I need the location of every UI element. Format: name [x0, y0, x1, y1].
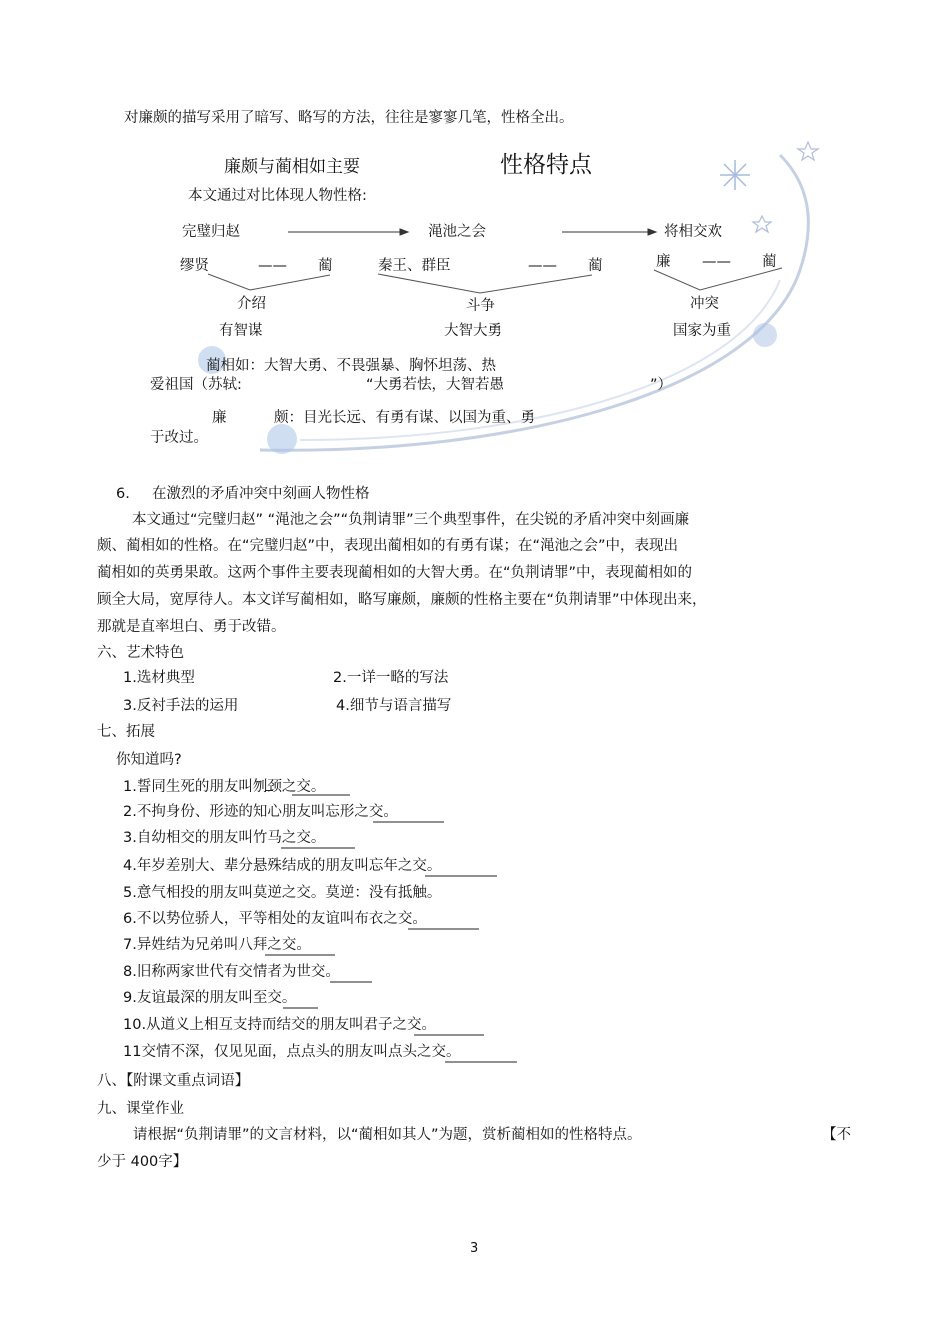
art-item: 3.反衬手法的运用: [123, 698, 239, 714]
extend-heading: 七、拓展: [97, 724, 155, 740]
section6-line: 那就是直率坦白、勇于改错。: [97, 619, 286, 635]
art-item: 1.选材典型: [123, 670, 195, 686]
event-2: 渑池之会: [428, 224, 486, 240]
list-item: 6.不以势位骄人，平等相处的友谊叫布衣之交。: [123, 911, 427, 927]
sec9-line1-tail: 【不: [822, 1127, 851, 1143]
section6-line: 顾全大局，宽厚待人。本文详写蔺相如，略写廉颇，廉颇的性格主要在“负荆请罪”中体现出来，: [97, 592, 707, 608]
list-item: 2.不拘身份、形迹的知心朋友叫忘形之交。: [123, 804, 398, 820]
list-item: 10.从道义上相互支持而结交的朋友叫君子之交。: [123, 1017, 437, 1033]
list-item: 1.誓同生死的朋友叫刎颈之交。: [123, 776, 273, 797]
col3-right: 蔺: [762, 254, 777, 270]
list-item: 3.自幼相交的朋友叫竹马之交。: [123, 830, 326, 846]
col3-dash: ——: [702, 254, 731, 270]
col1-trait: 有智谋: [219, 323, 263, 339]
event-1: 完璧归赵: [182, 224, 240, 240]
list-item: 5.意气相投的朋友叫莫逆之交。莫逆：没有抵触。: [123, 885, 442, 901]
lian-name1: 廉: [212, 410, 227, 426]
list-item: 7.异姓结为兄弟叫八拜之交。: [123, 937, 311, 953]
extend-question: 你知道吗?: [116, 752, 182, 768]
lin-line2c: ”）: [650, 377, 673, 393]
art-item: 2.一详一略的写法: [333, 670, 449, 686]
event-3: 将相交欢: [664, 224, 722, 240]
col1-mid: 介绍: [237, 296, 266, 312]
lian-name2: 颇：目光长远、有勇有谋、以国为重、勇: [274, 410, 535, 426]
diagram-subtitle: 本文通过对比体现人物性格:: [188, 188, 367, 204]
col2-dash: ——: [528, 258, 557, 274]
sec9-line2: 少于 400字】: [97, 1154, 188, 1170]
list-item: 11交情不深，仅见见面，点点头的朋友叫点头之交。: [123, 1044, 461, 1060]
section6-line: 本文通过“完璧归赵” “渑池之会”“负荆请罪”三个典型事件，在尖锐的矛盾冲突中刻画廉: [132, 512, 690, 528]
lin-line2b: “大勇若怯，大智若愚: [366, 377, 505, 393]
lin-line2a: 爱祖国（苏轼:: [150, 377, 242, 393]
section6-line: 蔺相如的英勇果敢。这两个事件主要表现蔺相如的大智大勇。在“负荆请罪”中，表现蔺相如的: [97, 565, 693, 581]
list-item: 8.旧称两家世代有交情者为世交。: [123, 964, 340, 980]
col1-left: 缪贤: [180, 258, 209, 274]
col3-mid: 冲突: [690, 296, 719, 312]
diagram-heading-right: 性格特点: [500, 152, 592, 178]
lin-line1: 蔺相如：大智大勇、不畏强暴、胸怀坦荡、热: [206, 358, 496, 374]
sec8-heading: 八、【附课文重点词语】: [97, 1073, 250, 1089]
art-item: 4.细节与语言描写: [336, 698, 452, 714]
diagram-heading-left: 廉颇与蔺相如主要: [224, 157, 360, 177]
intro-line: 对廉颇的描写采用了暗写、略写的方法，往往是寥寥几笔，性格全出。: [124, 110, 574, 126]
list-item: 4.年岁差别大、辈分悬殊结成的朋友叫忘年之交。: [123, 858, 442, 874]
list-item: 9.友谊最深的朋友叫至交。: [123, 990, 297, 1006]
art-heading: 六、艺术特色: [97, 645, 184, 661]
section6-heading: 在激烈的矛盾冲突中刻画人物性格: [152, 486, 370, 502]
col1-right: 蔺: [318, 258, 333, 274]
col3-trait: 国家为重: [673, 323, 731, 339]
col2-mid: 斗争: [466, 298, 495, 314]
section6-num: 6.: [116, 486, 130, 502]
section6-line: 颇、蔺相如的性格。在“完璧归赵”中，表现出蔺相如的有勇有谋；在“渑池之会”中，表现出: [97, 538, 679, 554]
page-number: 3: [470, 1241, 479, 1256]
sec9-heading: 九、课堂作业: [97, 1101, 184, 1117]
sec9-line1: 请根据“负荆请罪”的文言材料，以“蔺相如其人”为题，赏析蔺相如的性格特点。: [133, 1127, 642, 1143]
lian-line2: 于改过。: [150, 430, 208, 446]
col2-trait: 大智大勇: [444, 323, 502, 339]
col3-left: 廉: [656, 254, 671, 270]
col1-dash: ——: [258, 258, 287, 274]
col2-left: 秦王、群臣: [378, 258, 451, 274]
col2-right: 蔺: [588, 258, 603, 274]
